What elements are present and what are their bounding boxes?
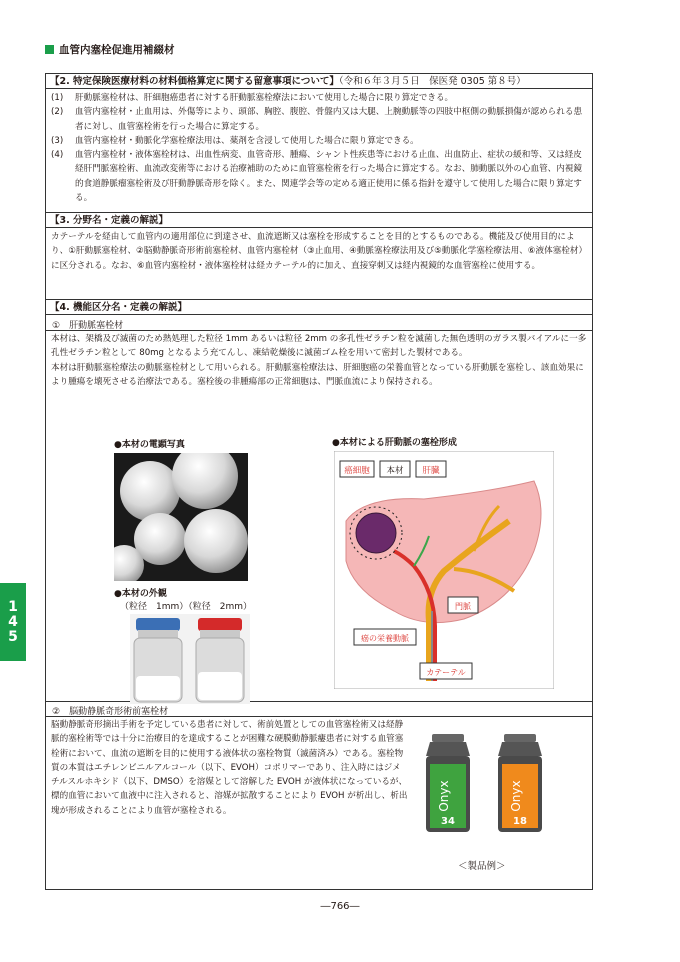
vial-cap xyxy=(504,734,536,742)
vial-2mm xyxy=(196,618,244,702)
page-header xyxy=(45,42,175,57)
section-4-title: 【4. 機能区分名・定義の解説】 xyxy=(46,300,592,315)
diagram-caption: ●本材による肝動脈の塞栓形成 xyxy=(332,438,457,448)
section-2 xyxy=(46,74,592,213)
product-vials xyxy=(424,734,544,834)
vial-cap xyxy=(432,734,464,742)
item-num: (4) xyxy=(51,150,64,161)
bead xyxy=(172,453,238,509)
product-vial-34 xyxy=(426,734,470,832)
bead xyxy=(120,461,180,521)
vial-cap-blue xyxy=(136,618,180,631)
catheter-label: カテーテル xyxy=(426,668,466,677)
artery-label: 癌の栄養動脈 xyxy=(361,634,409,643)
section-2-list xyxy=(46,89,592,205)
item-num: (3) xyxy=(51,135,64,146)
sub2-text xyxy=(46,717,414,818)
product-name: Onyx xyxy=(509,780,523,812)
item-num: (2) xyxy=(51,107,64,118)
product-name: Onyx xyxy=(437,780,451,812)
product-number: 18 xyxy=(513,816,527,827)
green-square-icon xyxy=(45,45,54,54)
section-2-source: （令和６年３月５日 保医発 0305 第８号） xyxy=(338,76,526,87)
material-label: 本材 xyxy=(386,466,404,476)
vial-shoulder xyxy=(498,742,542,756)
content-box xyxy=(45,73,593,890)
vial-powder xyxy=(198,672,242,700)
vial-cap-red xyxy=(198,618,242,631)
list-item xyxy=(51,134,587,148)
vial-crimp xyxy=(138,630,178,638)
section-2-header xyxy=(46,74,592,89)
list-item xyxy=(51,91,587,105)
section-3 xyxy=(46,213,592,300)
bead xyxy=(184,509,248,573)
vial-crimp xyxy=(200,630,240,638)
item-num: (1) xyxy=(51,93,64,103)
electron-micrograph xyxy=(114,453,248,581)
sub1-title: ① 肝動脈塞栓材 xyxy=(46,315,592,331)
section-3-title: 【3. 分野名・定義の解説】 xyxy=(46,213,592,228)
vial-powder xyxy=(136,676,180,700)
item-text: 血管内塞栓材・止血用は、外傷等により、頭部、胸腔、腹腔、骨盤内又は大腿、上腕動脈等の四肢中枢側の動脈損傷が認められる患者に対し、血管塞栓術を行った場合に算定する。 xyxy=(75,107,583,132)
list-item xyxy=(51,105,587,134)
section-2-title: 【2. 特定保険医療材料の材料価格算定に関する留意事項について】 xyxy=(50,76,339,87)
product-vial-18 xyxy=(498,734,542,832)
product-caption: ＜製品例＞ xyxy=(458,861,506,872)
product-number: 34 xyxy=(441,816,455,827)
tab-digit: 1 xyxy=(8,598,18,615)
portal-label: 門脈 xyxy=(455,602,471,611)
item-text: 肝動脈塞栓材は、肝細胞癌患者に対する肝動脈塞栓療法において使用した場合に限り算定できる。 xyxy=(75,93,454,103)
vial-shoulder xyxy=(426,742,470,756)
sub2-text-body: 脳動静脈奇形摘出手術を予定している患者に対して、術前処置としての血管塞栓術又は経静脈的塞栓術等では十分に治療目的を達成することが困難な硬膜動静脈瘻患者に対する血管塞栓術において、血流の遮断を目的に使用する液体状の塞栓物質（滅菌済み）である。塞栓物質の本質はエチレンビニルアルコール（以下、EVOH）コポリマーであり、注入時にはジメチルスルホキシド（以下、DMSO）を溶媒として溶解した EVOH が液体状になっているが、標的血管において血液中に注入されると、溶媒が拡散することにより EVOH が析出し、析出塊が形成されることにより血管が塞栓される。 xyxy=(51,720,408,816)
item-text: 血管内塞栓材・動脈化学塞栓療法用は、薬剤を含浸して使用した場合に限り算定できる。 xyxy=(75,135,419,146)
list-item xyxy=(51,148,587,205)
section-3-text: カテーテルを経由して血管内の適用部位に到達させ、血流遮断又は塞栓を形成することを目的とするものである。機能及び使用目的により、①肝動脈塞栓材、②脳動静脈奇形術前塞栓材、血管内塞栓材（③止血用、④動脈塞栓療法用及び⑤動脈化学塞栓療法用、⑥液体塞栓材）に区分される。なお、⑥血管内塞栓材・液体塞栓材は経カテーテル的に加え、直接穿刺又は経内視鏡的な血管塞栓に使用する。 xyxy=(51,232,583,271)
page-number: ―766― xyxy=(320,901,360,912)
vial-photos xyxy=(130,614,250,704)
tab-digit: 4 xyxy=(8,613,18,630)
sub1-text1: 本材は、架橋及び滅菌のため熱処理した粒径 1mm あるいは粒径 2mm の多孔性ゼラチン粒を滅菌した無色透明のガラス製バイアルに一多孔性ゼラチン粒として 80mg となるよう充てんし、凍結乾燥後に滅菌ゴム栓を用いて密封した製材である。 xyxy=(51,334,587,359)
header-title: 血管内塞栓促進用補綴材 xyxy=(59,44,175,56)
tumor-label: 癌細胞 xyxy=(344,466,370,476)
sub2-title: ② 脳動静脈奇形術前塞栓材 xyxy=(46,701,592,717)
liver-diagram xyxy=(334,451,554,689)
item-text: 血管内塞栓材・液体塞栓材は、出血性病変、血管奇形、腫瘍、シャント性疾患等における止血、出血防止、症状の緩和等、又は経皮経肝門脈塞栓術、血流改変術等における治療補助のために血管塞栓術を行った場合に算定する。なお、肺動脈以外の心血管、内視鏡的食道静脈瘤塞栓術及び肝動静脈奇形を除く。また、関連学会等の定める適正使用に係る指針を遵守して使用した場合に限り算定する。 xyxy=(75,150,583,204)
photo-caption: ●本材の電顕写真 xyxy=(114,440,185,450)
sub1-text2: 本材は肝動脈塞栓療法の動脈塞栓材として用いられる。肝動脈塞栓療法は、肝細胞癌の栄養血管となっている肝動脈を塞栓し、該血効果により腫瘍を壊死させる治療法である。塞栓後の非腫瘍部の正常細胞は、門脈血流により保持される。 xyxy=(51,362,584,387)
tumor-mass xyxy=(356,513,396,553)
liver-label: 肝臓 xyxy=(422,466,440,476)
vial-1mm xyxy=(134,618,182,702)
sub1-body xyxy=(46,331,592,702)
tab-digit: 5 xyxy=(8,628,18,645)
vial-size-labels: （粒径 1mm）（粒径 2mm） xyxy=(120,602,253,612)
appearance-caption: ●本材の外観 xyxy=(114,589,167,599)
side-page-tab xyxy=(0,583,26,661)
